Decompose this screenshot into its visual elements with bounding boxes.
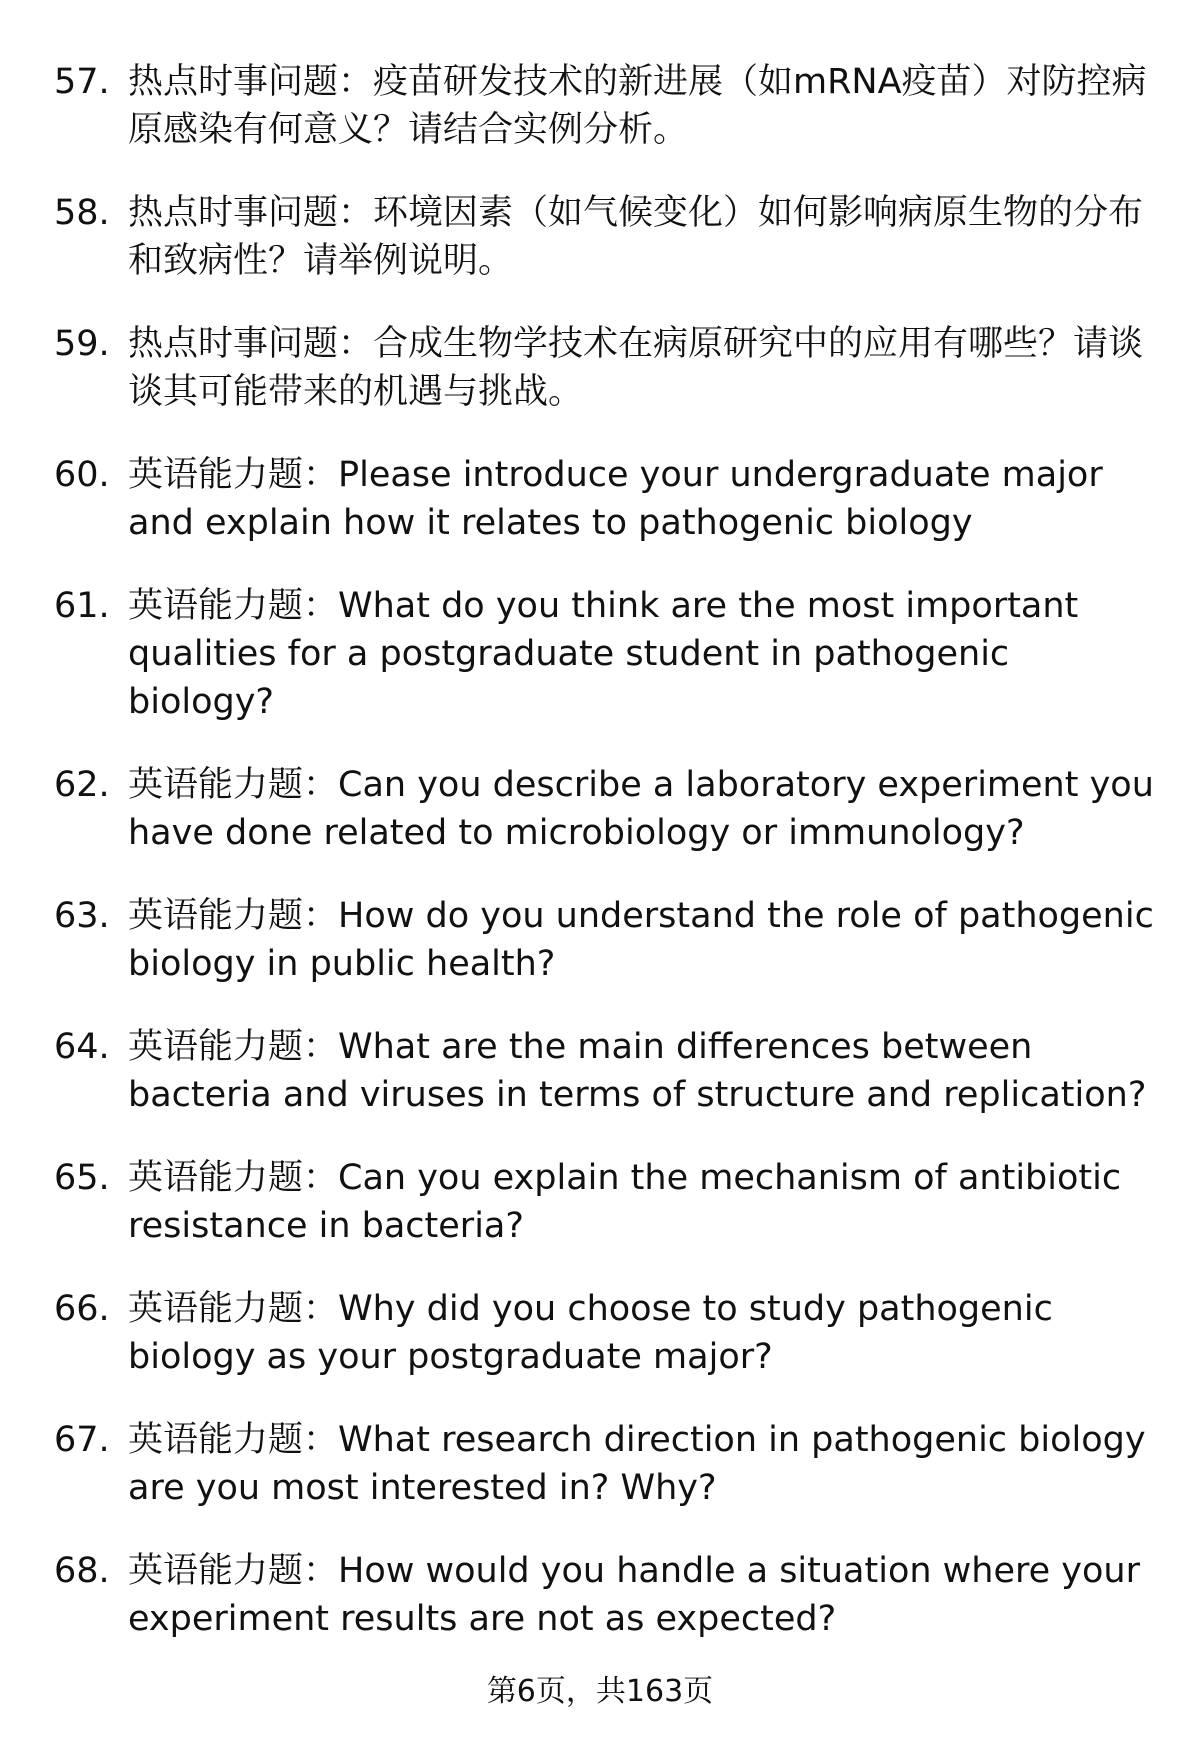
question-item [54,1416,1164,1512]
question-item [54,582,1164,726]
question-number: 67. [54,1420,110,1460]
question-item [54,1285,1164,1381]
question-text: 热点时事问题：合成生物学技术在病原研究中的应用有哪些？请谈谈其可能带来的机遇与挑战。 [128,324,1144,412]
question-number: 63. [54,896,110,936]
question-item [54,58,1164,154]
question-number: 68. [54,1551,110,1591]
question-list [54,58,1164,1678]
question-number: 62. [54,765,110,805]
question-text: 英语能力题：How do you understand the role of pathogenic biology in public health? [128,896,1154,984]
question-number: 64. [54,1027,110,1067]
question-item [54,1547,1164,1643]
question-text: 热点时事问题：疫苗研发技术的新进展（如mRNA疫苗）对防控病原感染有何意义？请结合实例分析。 [128,62,1147,150]
question-item [54,189,1164,285]
question-number: 65. [54,1158,110,1198]
question-text: 英语能力题：What research direction in pathogenic biology are you most interested in? Why? [128,1420,1146,1508]
question-text: 热点时事问题：环境因素（如气候变化）如何影响病原生物的分布和致病性？请举例说明。 [128,193,1144,281]
question-text: 英语能力题：What do you think are the most important qualities for a postgraduate student in pathogenic biology? [128,586,1079,722]
question-text: 英语能力题：Can you explain the mechanism of antibiotic resistance in bacteria? [128,1158,1122,1246]
question-item [54,761,1164,857]
question-text: 英语能力题：Please introduce your undergraduate major and explain how it relates to pathogenic biology [128,455,1103,543]
question-number: 58. [54,193,110,233]
question-text: 英语能力题：How would you handle a situation where your experiment results are not as expected? [128,1551,1140,1639]
question-number: 60. [54,455,110,495]
question-number: 59. [54,324,110,364]
question-item [54,451,1164,547]
question-item [54,892,1164,988]
question-item [54,320,1164,416]
question-number: 61. [54,586,110,626]
question-number: 57. [54,62,110,102]
question-text: 英语能力题：Why did you choose to study pathogenic biology as your postgraduate major? [128,1289,1053,1377]
question-item [54,1154,1164,1250]
page-footer: 第6页，共163页 [486,1674,714,1709]
question-number: 66. [54,1289,110,1329]
question-text: 英语能力题：What are the main differences between bacteria and viruses in terms of structure and replication? [128,1027,1147,1115]
question-text: 英语能力题：Can you describe a laboratory experiment you have done related to microbiology or immunology? [128,765,1154,853]
question-item [54,1023,1164,1119]
